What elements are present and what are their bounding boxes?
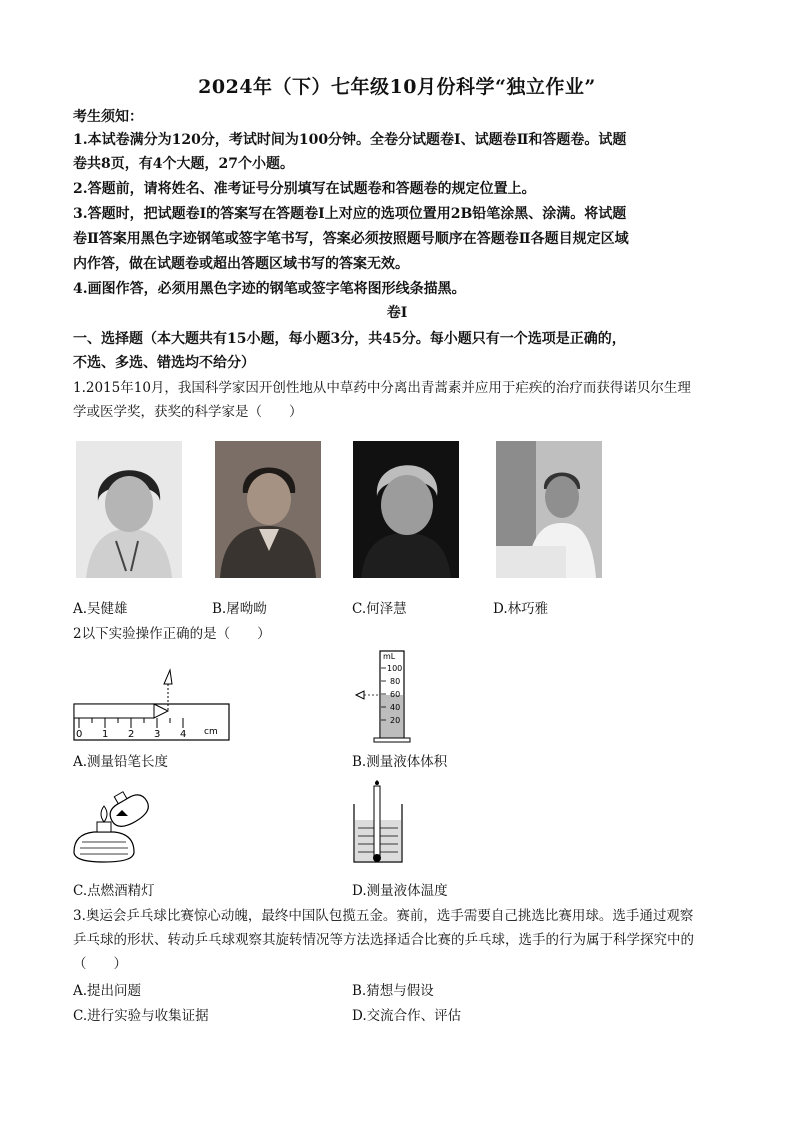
graduated-cylinder-diagram bbox=[350, 643, 420, 743]
q2-option-c: C.点燃酒精灯 bbox=[73, 883, 155, 899]
q2-option-a: A.测量铅笔长度 bbox=[73, 754, 169, 770]
notice-line: 2.答题前，请将姓名、准考证号分别填写在试题卷和答题卷的规定位置上。 bbox=[73, 181, 536, 197]
q1-option-b: B.屠呦呦 bbox=[212, 601, 267, 617]
ruler-tick-label: 4 bbox=[180, 729, 187, 740]
cylinder-tick: 40 bbox=[390, 703, 401, 712]
question-1-stem: 1.2015年10月，我国科学家因开创性地从中草药中分离出青蒿素并应用于疟疾的治疗而获得诺贝尔生理 bbox=[73, 380, 691, 396]
page-title: 2024年（下）七年级10月份科学“独立作业” bbox=[198, 76, 596, 98]
question-3-stem: 乒乓球的形状、转动乒乓球观察其旋转情况等方法选择适合比赛的乒乓球，选手的行为属于科学探究中的 bbox=[73, 932, 694, 948]
scientist-photo-d bbox=[496, 441, 602, 578]
alcohol-lamp-diagram bbox=[70, 790, 160, 865]
q3-option-a: A.提出问题 bbox=[73, 983, 142, 999]
question-1-stem: 学或医学奖，获奖的科学家是（ ） bbox=[73, 404, 303, 420]
notice-line: 卷共8页，有4个大题，27个小题。 bbox=[73, 156, 294, 172]
notice-line: 卷Ⅱ答案用黑色字迹钢笔或签字笔书写，答案必须按照题号顺序在答题卷Ⅱ各题目规定区域 bbox=[73, 231, 629, 247]
ruler-unit-label: cm bbox=[204, 727, 218, 737]
ruler-tick-label: 2 bbox=[128, 729, 135, 740]
q1-option-d: D.林巧雅 bbox=[493, 601, 549, 617]
cylinder-tick: 100 bbox=[387, 664, 403, 673]
cylinder-tick: 20 bbox=[390, 716, 401, 725]
cylinder-unit: mL bbox=[383, 652, 396, 661]
q1-option-c: C.何泽慧 bbox=[352, 601, 407, 617]
thermometer-beaker-diagram bbox=[350, 780, 410, 866]
question-3-stem: （ ） bbox=[73, 956, 127, 972]
section-heading: 不选、多选、错选均不给分） bbox=[73, 355, 255, 371]
cylinder-tick: 80 bbox=[390, 677, 401, 686]
q3-option-c: C.进行实验与收集证据 bbox=[73, 1008, 209, 1024]
ruler-pencil-diagram bbox=[70, 668, 235, 743]
notice-line: 3.答题时，把试题卷Ⅰ的答案写在答题卷Ⅰ上对应的选项位置用2B铅笔涂黑、涂满。将试题 bbox=[73, 206, 627, 222]
q3-option-d: D.交流合作、评估 bbox=[352, 1008, 462, 1024]
notice-line: 4.画图作答，必须用黑色字迹的钢笔或签字笔将图形线条描黑。 bbox=[73, 281, 466, 297]
ruler-tick-label: 0 bbox=[76, 729, 83, 740]
notice-line: 内作答，做在试题卷或超出答题区域书写的答案无效。 bbox=[73, 256, 409, 272]
scientist-photo-b bbox=[215, 441, 321, 578]
q2-option-b: B.测量液体体积 bbox=[352, 754, 448, 770]
q2-option-d: D.测量液体温度 bbox=[352, 883, 448, 899]
question-2-stem: 2以下实验操作正确的是（ ） bbox=[73, 626, 271, 642]
cylinder-tick: 60 bbox=[390, 690, 401, 699]
notice-heading: 考生须知： bbox=[73, 109, 143, 125]
ruler-tick-label: 3 bbox=[154, 729, 161, 740]
section-heading: 一、选择题（本大题共有15小题，每小题3分，共45分。每小题只有一个选项是正确的， bbox=[73, 331, 626, 347]
volume-label: 卷Ⅰ bbox=[386, 305, 408, 321]
notice-line: 1.本试卷满分为120分，考试时间为100分钟。全卷分试题卷Ⅰ、试题卷Ⅱ和答题卷。试题 bbox=[73, 132, 627, 148]
ruler-tick-label: 1 bbox=[102, 729, 109, 740]
q1-option-a: A.吴健雄 bbox=[73, 601, 128, 617]
question-3-stem: 3.奥运会乒乓球比赛惊心动魄，最终中国队包揽五金。赛前，选手需要自己挑选比赛用球。选手通过观察 bbox=[73, 908, 694, 924]
scientist-photo-c bbox=[353, 441, 459, 578]
scientist-photo-a bbox=[76, 441, 182, 578]
q3-option-b: B.猜想与假设 bbox=[352, 983, 434, 999]
